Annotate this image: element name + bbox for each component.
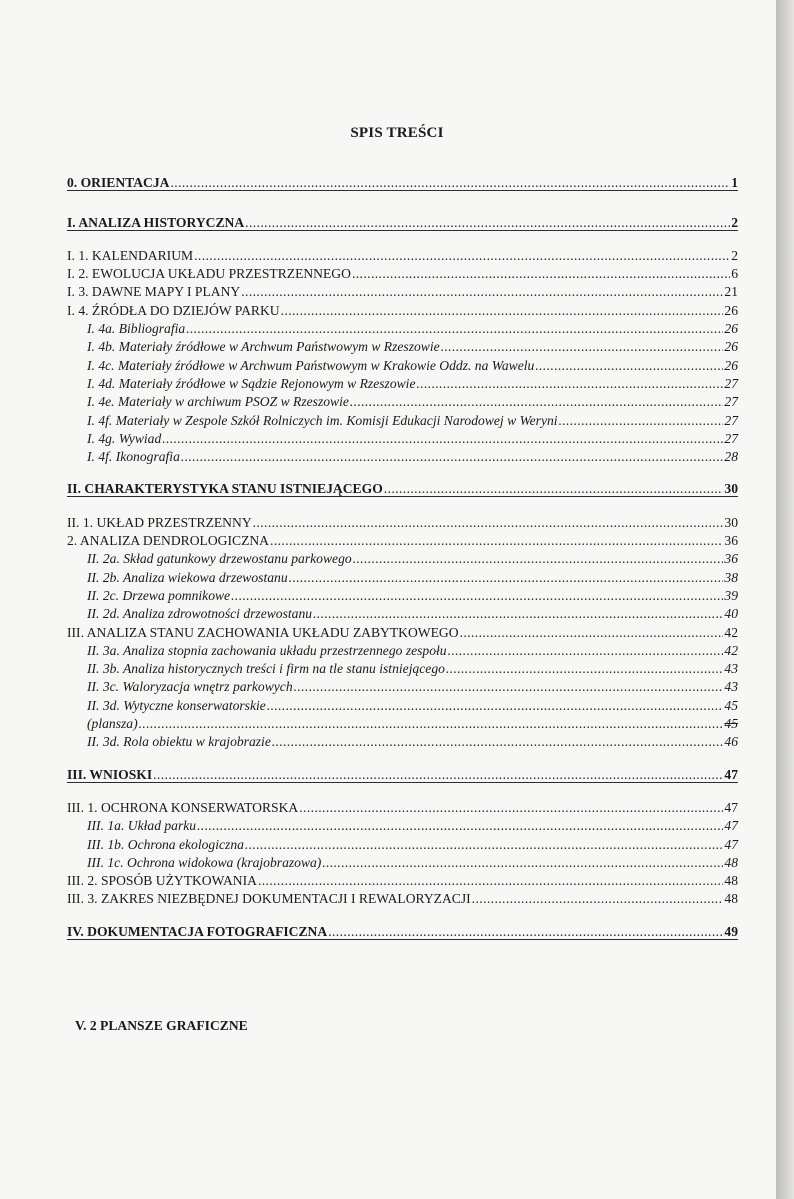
toc-entry-page: 45 <box>724 697 738 713</box>
toc-entry-page: 27 <box>724 394 738 410</box>
toc-entry-label: II. 3c. Waloryzacja wnętrz parkowych <box>87 679 293 695</box>
toc-entry <box>67 354 738 372</box>
toc-leader-dots <box>328 924 723 939</box>
toc-entry-page: 47 <box>724 836 738 852</box>
toc-entry-label: 0. ORIENTACJA <box>67 175 170 191</box>
toc-leader-dots <box>441 339 724 354</box>
toc-leader-dots <box>313 606 723 621</box>
toc-entry <box>67 318 738 336</box>
toc-entry-page: 48 <box>724 891 738 907</box>
toc-heading-plansze: V. 2 PLANSZE GRAFICZNE <box>75 1018 248 1033</box>
toc-entry-page: 2 <box>731 214 738 230</box>
toc-entry <box>67 797 738 815</box>
toc-entry <box>67 530 738 548</box>
toc-entry <box>67 548 738 566</box>
toc-entry-page: 47 <box>724 799 738 815</box>
section-spacer <box>67 197 738 211</box>
toc-entry <box>67 888 738 906</box>
section-spacer <box>67 237 738 245</box>
toc-entry <box>67 731 738 749</box>
section-spacer <box>67 789 738 797</box>
toc-leader-dots <box>170 175 730 190</box>
toc-entry <box>67 281 738 299</box>
toc-leader-dots <box>186 321 723 336</box>
toc-leader-dots <box>535 358 723 373</box>
toc-entry <box>67 511 738 529</box>
toc-entry-label: III. 1c. Ochrona widokowa (krajobrazowa) <box>87 854 322 870</box>
toc-entry-page: 42 <box>724 624 738 640</box>
section-spacer <box>67 503 738 511</box>
toc-leader-dots <box>289 570 724 585</box>
toc-entry-label: 2. ANALIZA DENDROLOGICZNA <box>67 533 270 549</box>
toc-leader-dots <box>267 698 724 713</box>
toc-entry-page: 40 <box>724 606 738 622</box>
toc-entry-page: 45 <box>724 716 738 732</box>
toc-entry-label: I. 4g. Wywiad <box>87 430 162 446</box>
toc-leader-dots <box>197 818 723 833</box>
toc-entry-page: 27 <box>724 375 738 391</box>
toc-entry-page: 43 <box>724 661 738 677</box>
toc-entry-label: I. 4a. Bibliografia <box>87 321 186 337</box>
toc-entry-label: (plansza) <box>87 716 138 732</box>
toc-entry <box>67 920 738 939</box>
toc-entry <box>67 713 738 731</box>
toc-entry-page: 42 <box>724 642 738 658</box>
toc-entry <box>67 245 738 263</box>
section-spacer <box>67 464 738 478</box>
toc-leader-dots <box>559 413 724 428</box>
toc-entry-page: 27 <box>724 412 738 428</box>
toc-entry-label: III. 2. SPOSÓB UŻYTKOWANIA <box>67 873 257 889</box>
toc-entry-label: I. 4e. Materiały w archiwum PSOZ w Rzeszowie <box>87 394 349 410</box>
toc-entry-label: III. 3. ZAKRES NIEZBĘDNEJ DOKUMENTACJI I REWALORYZACJI <box>67 891 471 907</box>
toc-entry <box>67 409 738 427</box>
toc-entry-label: I. 2. EWOLUCJA UKŁADU PRZESTRZENNEGO <box>67 266 351 282</box>
toc-leader-dots <box>281 303 724 318</box>
toc-entry-label: II. 3d. Wytyczne konserwatorskie <box>87 697 266 713</box>
toc-leader-dots <box>460 625 724 640</box>
toc-entry <box>67 676 738 694</box>
toc-entry-page: 48 <box>724 854 738 870</box>
toc-leader-dots <box>253 515 724 530</box>
toc-leader-dots <box>194 248 730 263</box>
toc-entry <box>67 815 738 833</box>
toc-leader-dots <box>294 679 724 694</box>
toc-entry <box>67 640 738 658</box>
toc-leader-dots <box>352 266 730 281</box>
toc-leader-dots <box>231 588 723 603</box>
toc-entry <box>67 852 738 870</box>
toc-entry-label: I. 4d. Materiały źródłowe w Sądzie Rejonowym w Rzeszowie <box>87 375 416 391</box>
toc-entry <box>67 373 738 391</box>
toc-leader-dots <box>245 837 723 852</box>
toc-entry <box>67 211 738 230</box>
toc-leader-dots <box>241 284 723 299</box>
toc-leader-dots <box>153 767 723 782</box>
toc-entry-page: 6 <box>731 266 738 282</box>
toc-leader-dots <box>472 891 724 906</box>
toc-entry-page: 49 <box>724 923 738 939</box>
toc-entry-label: I. 3. DAWNE MAPY I PLANY <box>67 284 241 300</box>
toc-entry <box>67 833 738 851</box>
toc-entry-label: II. 2b. Analiza wiekowa drzewostanu <box>87 569 288 585</box>
toc-entry-label: III. ANALIZA STANU ZACHOWANIA UKŁADU ZABYTKOWEGO <box>67 624 459 640</box>
toc-entry-page: 26 <box>724 339 738 355</box>
toc-entry <box>67 566 738 584</box>
toc-entry-page: 39 <box>724 587 738 603</box>
toc-leader-dots <box>258 873 723 888</box>
toc-entry-page: 26 <box>724 357 738 373</box>
page-title: SPIS TREŚCI <box>350 125 444 141</box>
toc-entry <box>67 658 738 676</box>
toc-entry <box>67 870 738 888</box>
toc-entry-label: I. 4f. Ikonografia <box>87 449 180 465</box>
toc-entry-page: 47 <box>724 766 738 782</box>
section-spacer <box>67 749 738 763</box>
toc-leader-dots <box>272 734 724 749</box>
toc-entry <box>67 478 738 497</box>
table-of-contents <box>67 172 738 946</box>
toc-entry-page: 1 <box>731 175 738 191</box>
toc-entry <box>67 763 738 782</box>
toc-entry-page: 46 <box>724 734 738 750</box>
toc-entry-label: I. ANALIZA HISTORYCZNA <box>67 214 245 230</box>
toc-leader-dots <box>322 855 723 870</box>
toc-entry-page: 28 <box>724 449 738 465</box>
toc-entry-page: 26 <box>724 302 738 318</box>
toc-entry-label: IV. DOKUMENTACJA FOTOGRAFICZNA <box>67 923 328 939</box>
toc-entry-label: I. 4c. Materiały źródłowe w Archwum Państwowym w Krakowie Oddz. na Wawelu <box>87 357 535 373</box>
toc-entry-page: 21 <box>724 284 738 300</box>
toc-entry-label: III. 1a. Układ parku <box>87 818 197 834</box>
toc-leader-dots <box>446 661 723 676</box>
toc-entry-label: II. CHARAKTERYSTYKA STANU ISTNIEJĄCEGO <box>67 481 383 497</box>
toc-entry <box>67 391 738 409</box>
toc-entry-label: II. 2d. Analiza zdrowotności drzewostanu <box>87 606 313 622</box>
toc-entry-label: I. 4b. Materiały źródłowe w Archwum Państwowym w Rzeszowie <box>87 339 440 355</box>
toc-leader-dots <box>448 643 724 658</box>
toc-entry-label: I. 4. ŹRÓDŁA DO DZIEJÓW PARKU <box>67 302 280 318</box>
toc-entry-page: 30 <box>724 514 738 530</box>
toc-entry-page: 26 <box>724 321 738 337</box>
toc-leader-dots <box>299 800 723 815</box>
toc-entry-label: II. 3d. Rola obiektu w krajobrazie <box>87 734 271 750</box>
toc-entry <box>67 263 738 281</box>
toc-leader-dots <box>162 431 723 446</box>
toc-entry-label: I. 4f. Materiały w Zespole Szkół Rolniczych im. Komisji Edukacji Narodowej w Weryni <box>87 412 558 428</box>
toc-entry <box>67 585 738 603</box>
toc-entry-label: II. 1. UKŁAD PRZESTRZENNY <box>67 514 252 530</box>
toc-entry <box>67 446 738 464</box>
toc-entry-page: 27 <box>724 430 738 446</box>
toc-leader-dots <box>353 551 724 566</box>
toc-entry-page: 36 <box>724 533 738 549</box>
toc-leader-dots <box>350 394 723 409</box>
toc-entry-page: 47 <box>724 818 738 834</box>
toc-entry <box>67 172 738 191</box>
toc-entry-page: 2 <box>731 247 738 263</box>
toc-entry-page: 36 <box>724 551 738 567</box>
toc-entry-label: III. WNIOSKI <box>67 766 153 782</box>
toc-entry <box>67 603 738 621</box>
toc-entry-label: III. 1. OCHRONA KONSERWATORSKA <box>67 799 299 815</box>
toc-entry-label: II. 2c. Drzewa pomnikowe <box>87 587 231 603</box>
toc-leader-dots <box>181 449 724 464</box>
section-spacer <box>67 906 738 920</box>
toc-entry-page: 48 <box>724 873 738 889</box>
toc-leader-dots <box>139 716 724 731</box>
toc-entry-label: I. 1. KALENDARIUM <box>67 247 194 263</box>
toc-leader-dots <box>417 376 724 391</box>
toc-entry <box>67 621 738 639</box>
toc-entry-label: II. 3b. Analiza historycznych treści i firm na tle stanu istniejącego <box>87 661 445 677</box>
toc-entry-label: II. 2a. Skład gatunkowy drzewostanu parkowego <box>87 551 352 567</box>
toc-entry-page: 43 <box>724 679 738 695</box>
page-edge-shadow <box>776 0 794 1199</box>
toc-entry-page: 30 <box>724 481 738 497</box>
toc-leader-dots <box>384 481 724 496</box>
toc-entry-label: II. 3a. Analiza stopnia zachowania układu przestrzennego zespołu <box>87 642 447 658</box>
toc-leader-dots <box>270 533 723 548</box>
toc-entry <box>67 336 738 354</box>
toc-entry-page: 38 <box>724 569 738 585</box>
toc-entry <box>67 694 738 712</box>
toc-entry-label: III. 1b. Ochrona ekologiczna <box>87 836 244 852</box>
toc-entry <box>67 299 738 317</box>
toc-leader-dots <box>245 215 730 230</box>
toc-entry <box>67 428 738 446</box>
